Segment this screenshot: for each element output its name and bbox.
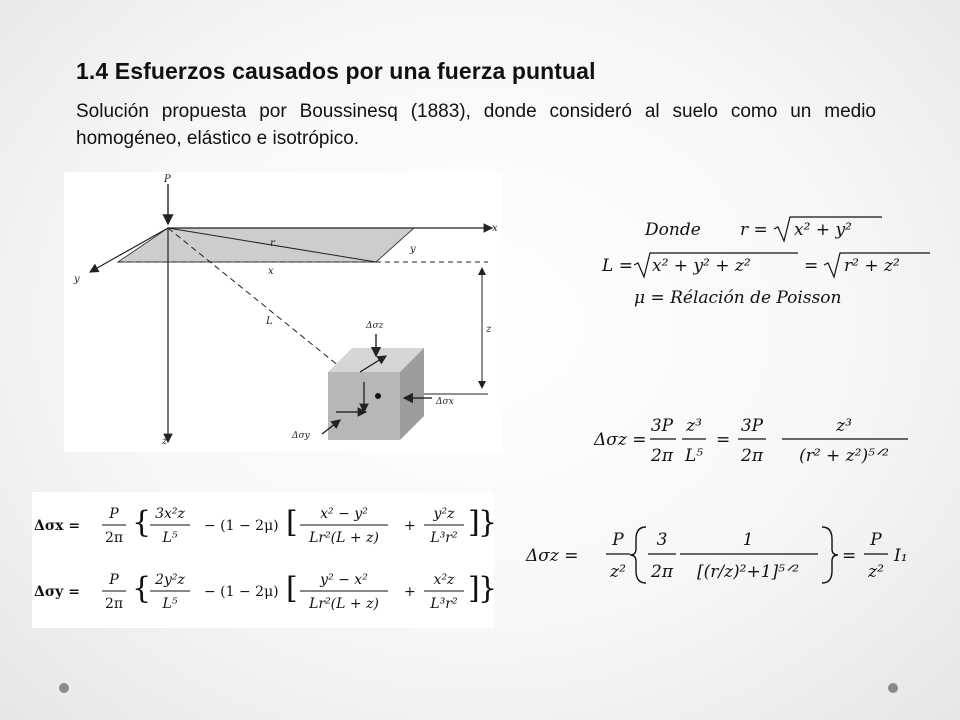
svg-text:− (1 − 2μ): − (1 − 2μ) (204, 584, 279, 600)
svg-text:L⁵: L⁵ (162, 530, 178, 546)
sy-lhs: Δσy = (34, 584, 80, 600)
label-P: P (164, 174, 171, 185)
slide-title: 1.4 Esfuerzos causados por una fuerza puntual (76, 58, 596, 84)
svg-text:I₁: I₁ (894, 546, 908, 566)
svg-text:2π: 2π (741, 446, 763, 466)
svg-text:z²: z² (868, 562, 884, 582)
svg-text:3: 3 (656, 530, 668, 550)
svg-text:]: ] (468, 571, 480, 606)
intro-text: Solución propuesta por Boussinesq (1883), donde consideró al suelo como un medio homogéneo, elástico e isotrópico. (76, 101, 876, 149)
definitions-block (590, 205, 935, 310)
L-lhs: L = (602, 256, 633, 276)
label-r: r (270, 238, 275, 249)
L-rad1: x² + y² + z² (652, 256, 751, 276)
boussinesq-diagram (64, 172, 502, 452)
sigma-z-influence-equation (522, 515, 932, 595)
surface-plane (118, 228, 414, 262)
svg-text:]: ] (468, 505, 480, 540)
svg-text:+: + (404, 584, 416, 600)
label-x: x (268, 266, 274, 277)
sz2-lhs: Δσz = (526, 546, 579, 566)
r-lhs: r = (740, 220, 768, 240)
svg-text:=: = (716, 430, 731, 450)
svg-text:}: } (478, 505, 498, 540)
label-L: L (266, 316, 273, 327)
svg-text:[: [ (286, 505, 298, 540)
svg-text:(r² + z²)⁵ᐟ²: (r² + z²)⁵ᐟ² (799, 446, 889, 466)
svg-text:y² − x²: y² − x² (320, 572, 368, 588)
svg-text:3P: 3P (740, 416, 764, 436)
right-dot (888, 683, 898, 693)
label-y-axis: y (74, 274, 80, 285)
right-brace (822, 527, 838, 583)
svg-text:2π: 2π (651, 562, 673, 582)
svg-text:1: 1 (742, 530, 754, 550)
sx-lhs: Δσx = (34, 518, 81, 534)
sz-lhs: Δσz = (594, 430, 647, 450)
svg-text:L³r²: L³r² (430, 596, 458, 612)
svg-text:P: P (109, 506, 119, 522)
svg-text:Lr²(L + z): Lr²(L + z) (309, 530, 379, 546)
svg-text:L⁵: L⁵ (162, 596, 178, 612)
donde-word: Donde (645, 220, 701, 240)
svg-text:2π: 2π (104, 530, 124, 546)
svg-text:3x²z: 3x²z (155, 506, 185, 522)
svg-text:+: + (404, 518, 416, 534)
left-dot (59, 683, 69, 693)
left-brace (630, 527, 646, 583)
sigma-xy-svg (32, 492, 498, 628)
svg-text:x²z: x²z (433, 572, 455, 588)
svg-text:[: [ (286, 571, 298, 606)
svg-text:y²z: y²z (433, 506, 455, 522)
svg-text:P: P (612, 530, 624, 550)
svg-text:{: { (132, 571, 152, 606)
sigma-z-equation (590, 405, 935, 475)
label-x-axis: x (492, 223, 498, 234)
label-y: y (410, 244, 416, 255)
label-dsx: Δσx (436, 397, 454, 407)
svg-text:2π: 2π (104, 596, 124, 612)
svg-text:x² − y²: x² − y² (320, 506, 368, 522)
L-rad2: r² + z² (844, 256, 900, 276)
svg-text:[(r/z)²+1]⁵ᐟ²: [(r/z)²+1]⁵ᐟ² (696, 562, 800, 582)
svg-text:=: = (842, 546, 857, 566)
svg-text:z²: z² (610, 562, 626, 582)
sigma-xy-equations (32, 492, 498, 628)
label-z-axis: z (162, 436, 168, 447)
label-dsz: Δσz (366, 321, 384, 331)
svg-text:{: { (132, 505, 152, 540)
svg-text:Lr²(L + z): Lr²(L + z) (309, 596, 379, 612)
svg-text:z³: z³ (686, 416, 702, 436)
diagram-svg (64, 172, 502, 452)
svg-text:P: P (109, 572, 119, 588)
svg-text:2y²z: 2y²z (155, 572, 185, 588)
label-z-dim: z (486, 324, 492, 335)
svg-text:3P: 3P (650, 416, 674, 436)
r-rad: x² + y² (794, 220, 852, 240)
svg-text:L⁵: L⁵ (684, 446, 704, 466)
label-dsy: Δσy (292, 431, 310, 441)
L-eq: = (804, 256, 819, 276)
svg-text:L³r²: L³r² (430, 530, 458, 546)
svg-text:2π: 2π (651, 446, 673, 466)
svg-text:P: P (870, 530, 882, 550)
mu-def: μ = Rélación de Poisson (634, 288, 842, 308)
svg-text:}: } (478, 571, 498, 606)
svg-text:z³: z³ (836, 416, 852, 436)
stress-point (375, 393, 381, 399)
svg-text:− (1 − 2μ): − (1 − 2μ) (204, 518, 279, 534)
